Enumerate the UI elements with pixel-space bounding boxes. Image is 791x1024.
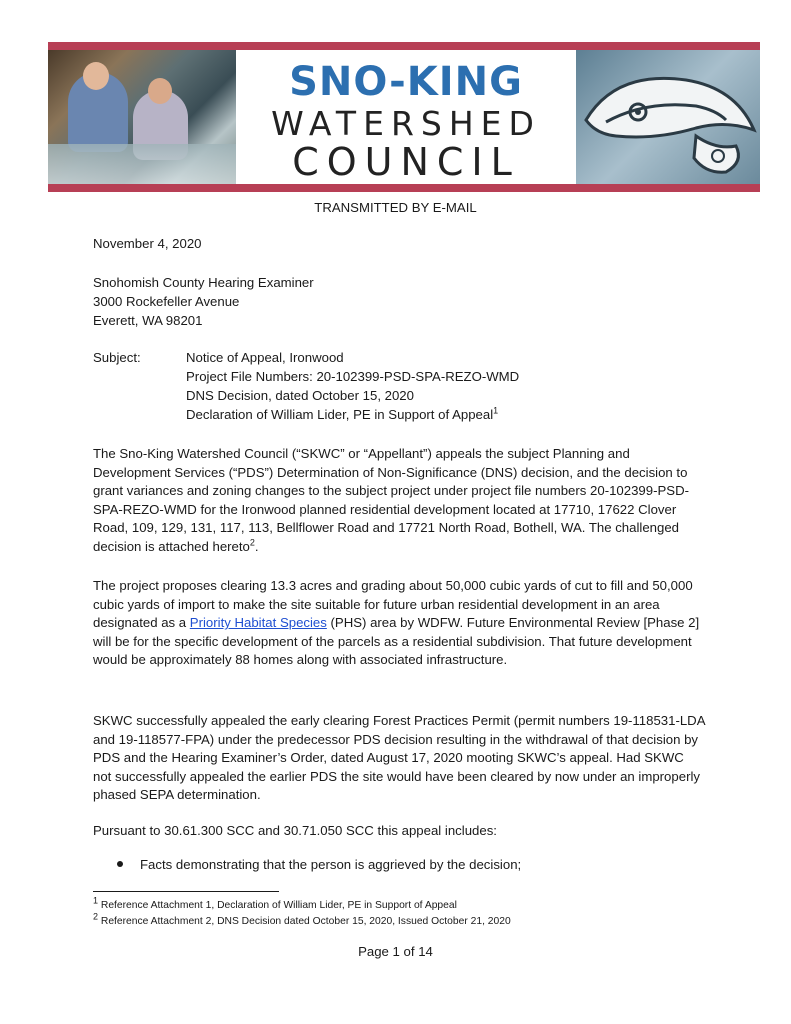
footnote-divider [93, 891, 279, 892]
subject-line: DNS Decision, dated October 15, 2020 [186, 388, 414, 403]
children-at-stream-photo [48, 50, 236, 184]
bullet-icon [117, 861, 123, 867]
footnote-text: Reference Attachment 1, Declaration of William Lider, PE in Support of Appeal [98, 900, 457, 911]
subject-line-with-footnote [186, 407, 498, 422]
logo-line-2: WATERSHED [271, 104, 541, 143]
paragraph-appeal-statement [93, 445, 705, 556]
paragraph-end: . [254, 538, 259, 554]
banner-bottom-bar [48, 184, 760, 192]
subject-line: Project File Numbers: 20-102399-PSD-SPA-REZO-WMD [186, 369, 520, 384]
letter-date: November 4, 2020 [93, 236, 202, 251]
organization-logo-text [236, 50, 576, 184]
paragraph-prior-appeal: SKWC successfully appealed the early clearing Forest Practices Permit (permit numbers 19-118531-LDA and 19-118577-FPA) under the predecessor PDS decision resulting in the withdrawal of that decision by PDS and the Hearing Examiner’s Order, dated August 17, 2020 mooting SKWC’s appeal. Had SKWC not successfully appealed the earlier PDS the site would have been cleared by now under an improperly phased SEPA determination. [93, 713, 705, 802]
priority-habitat-species-link[interactable]: Priority Habitat Species [189, 615, 327, 630]
subject-line: Notice of Appeal, Ironwood [186, 350, 344, 365]
footnote-text: Reference Attachment 2, DNS Decision dated October 15, 2020, Issued October 21, 2020 [98, 916, 511, 927]
footnote-number: 1 [93, 895, 99, 906]
bullet-list-item: Facts demonstrating that the person is aggrieved by the decision; [140, 857, 522, 872]
paragraph-project-description [93, 577, 705, 670]
page-number: Page 1 of 14 [358, 944, 433, 959]
logo-line-1: SNO-KING [289, 59, 523, 105]
paragraph-text: The project proposes clearing 13.3 acres and grading about 50,000 cubic yards of cut to fill and 50,000 cubic yards of import to make the site suitable for future urban residential development in an area designated as a [93, 578, 693, 630]
transmission-note: TRANSMITTED BY E-MAIL [314, 200, 477, 215]
subject-line-text: Declaration of William Lider, PE in Support of Appeal [186, 407, 494, 422]
footnote-marker: 2 [249, 537, 255, 548]
footnote [93, 911, 511, 927]
address-line: Snohomish County Hearing Examiner [93, 275, 314, 290]
address-line: Everett, WA 98201 [93, 313, 203, 328]
footnote-number: 2 [93, 911, 99, 922]
subject-label: Subject: [93, 350, 141, 365]
footnote-marker: 1 [493, 405, 499, 416]
paragraph-appeal-includes: Pursuant to 30.61.300 SCC and 30.71.050 SCC this appeal includes: [93, 823, 497, 838]
footnote [93, 895, 457, 911]
address-line: 3000 Rockefeller Avenue [93, 294, 240, 309]
header-banner [48, 42, 760, 192]
salmon-artwork-image [576, 50, 760, 184]
paragraph-text: The Sno-King Watershed Council (“SKWC” or “Appellant”) appeals the subject Planning and Development Services (“PDS”) Determination of Non-Significance (DNS) decision, and the decision to grant variances and zoning changes to the subject project under project file numbers 20-102399-PSD-SPA-REZO-WMD for the Ironwood planned residential development located at 17710, 17622 Clover Road, 109, 129, 131, 117, 113, Bellflower Road and 17721 North Road, Bothell, WA. The challenged decision is attached hereto [93, 446, 689, 554]
paragraph-text: (PHS) area by WDFW. Future Environmental Review [Phase 2] will be for the specific development of the parcels as a residential subdivision. That future development would be approximately 88 homes along with associated infrastructure. [93, 615, 700, 667]
banner-top-bar [48, 42, 760, 50]
logo-line-3: COUNCIL [292, 140, 520, 184]
